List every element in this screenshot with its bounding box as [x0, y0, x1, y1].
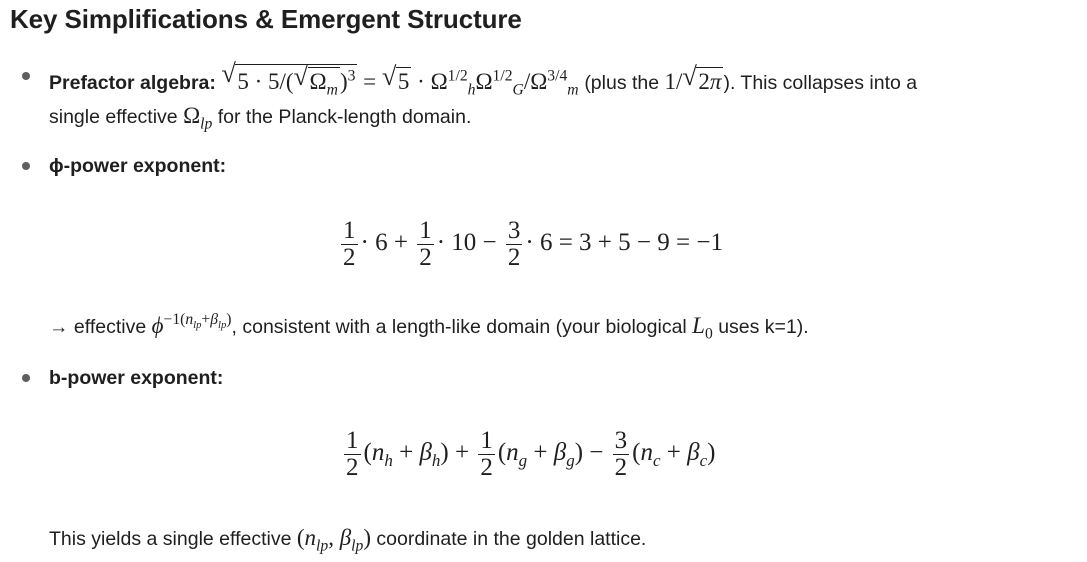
b-exponent-equation: $\frac{1}{2}$ $(n_h + \beta_h)$ + $\frac{1}{2}$ $(n_g + \beta_g)$ − $\frac{3}{2}$ $(n_c + \beta_c)$ [346, 427, 716, 481]
eq-term: · 10 − [436, 229, 497, 257]
bullet-dot-1 [22, 72, 30, 80]
omega-lp-symbol: $\Omega_{lp}$ [183, 103, 213, 133]
frac-num: 1 [343, 217, 356, 244]
bullet-dot-3 [22, 374, 30, 382]
collapse-note: ). This collapses into a [723, 72, 918, 94]
plus-note: (plus the [584, 72, 660, 94]
frac-num: 3 [507, 217, 521, 244]
effective-arrow-text: → effective [49, 316, 147, 338]
section-heading: Key Simplifications & Emergent Structure [10, 4, 522, 34]
length-like-text: , consistent with a length-like domain (your biological [231, 316, 687, 338]
phi-exponent-equation [338, 218, 723, 271]
planck-domain-text: for the Planck-length domain. [217, 106, 472, 128]
uses-k-text: uses k=1). [718, 316, 809, 338]
eq-term: · 6 = 3 + 5 − 9 = −1 [525, 229, 723, 257]
eq-term: · 6 + [360, 229, 408, 257]
frac-den: 2 [343, 244, 356, 271]
phi-power-symbol: $\phi^{-1(n_{lp}+\beta_{lp})}$ [151, 311, 232, 338]
prefactor-line-1 [49, 58, 918, 99]
inv-sqrt-2pi: 1/ √ 2π [664, 61, 722, 94]
phi-power-label [49, 154, 226, 178]
conclusion-text-b: coordinate in the golden lattice. [376, 528, 647, 550]
nlp-beta-lp-pair: ($n_{lp}$, $\beta_{lp}$) [296, 525, 371, 555]
conclusion-line [49, 525, 647, 555]
phi-power-label-text: ϕ-power exponent: [49, 155, 227, 177]
b-power-label [49, 366, 223, 390]
prefactor-line-2 [49, 103, 472, 133]
frac-den: 2 [507, 244, 521, 271]
single-effective-text: single effective [49, 106, 178, 128]
conclusion-text-a: This yields a single effective [49, 528, 292, 550]
b-power-label-text: b-power exponent: [49, 367, 224, 389]
frac-num: 1 [419, 217, 432, 244]
prefactor-label: Prefactor algebra: [49, 72, 216, 94]
frac-den: 2 [419, 244, 432, 271]
bullet-dot-2 [22, 162, 30, 170]
l0-symbol: $L_0$ [692, 313, 713, 343]
phi-effective-line [49, 311, 809, 343]
prefactor-equation: √ 5 · 5/( √ $\Omega_m)^3$ = √ $5 \cdot \Omega^{1/2}_h\Omega^{1/2}_G/\Omega^{3/4}_m$ [221, 58, 579, 99]
